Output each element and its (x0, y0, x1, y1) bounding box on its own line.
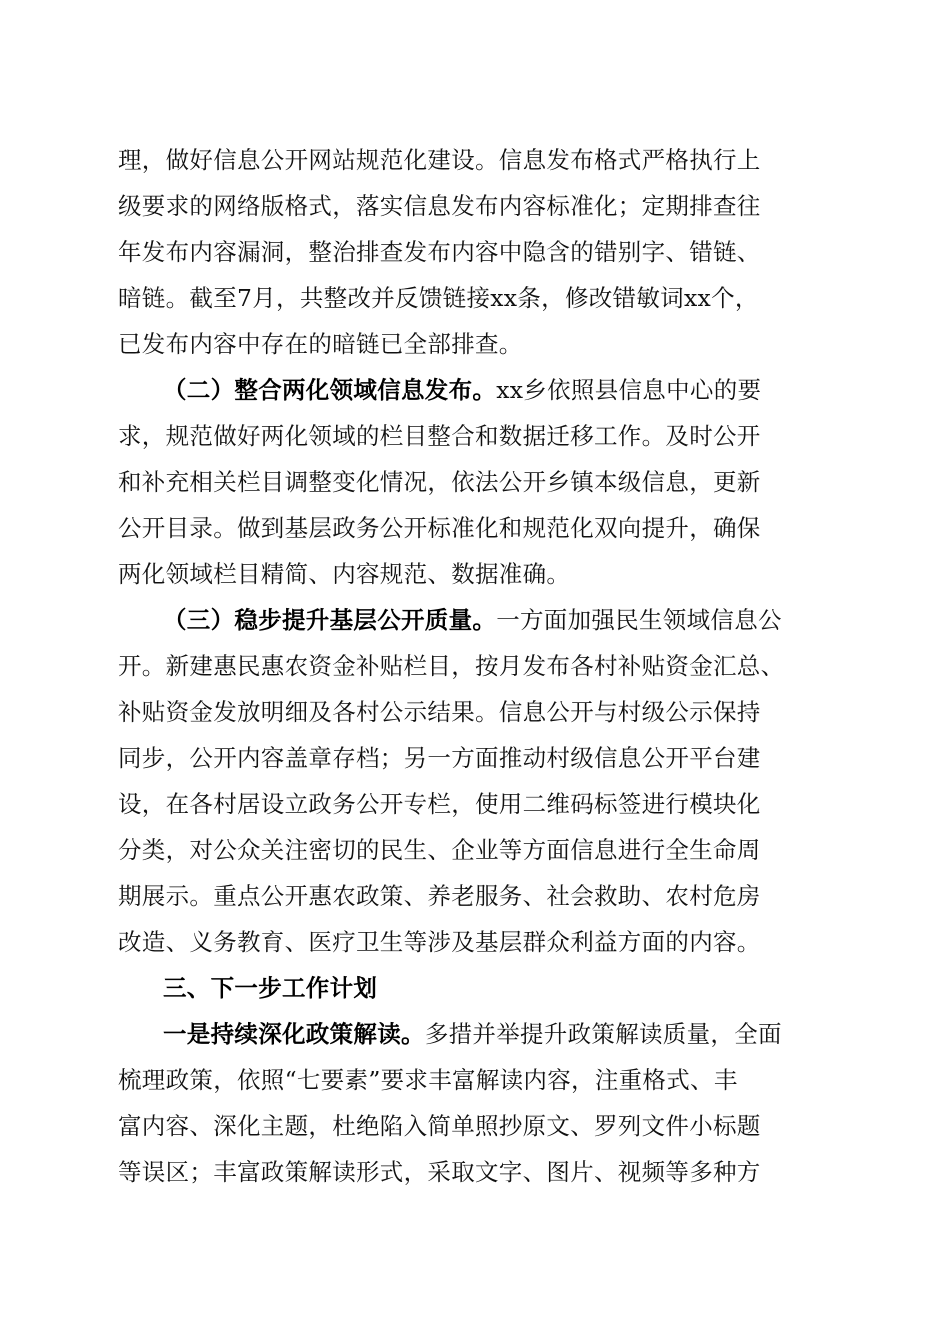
body-line: 和补充相关栏目调整变化情况，依法公开乡镇本级信息，更新 (118, 468, 761, 496)
body-line: 梳理政策，依照“七要素”要求丰富解读内容，注重格式、丰 (118, 1066, 738, 1094)
subsection-heading: （二）整合两化领域信息发布。 (163, 376, 497, 404)
plan-line (163, 1016, 828, 1052)
body-line: 理，做好信息公开网站规范化建设。信息发布格式严格执行上 (118, 146, 761, 174)
body-line: 级要求的网络版格式，落实信息发布内容标准化；定期排查往 (118, 192, 761, 220)
body-line: 等误区；丰富政策解读形式，采取文字、图片、视频等多种方 (118, 1158, 761, 1186)
body-line: 两化领域栏目精简、内容规范、数据准确。 (118, 560, 571, 588)
plan-item-heading: 一是持续深化政策解读。 (163, 1020, 425, 1048)
body-line: 开。新建惠民惠农资金补贴栏目，按月发布各村补贴资金汇总、 (118, 652, 785, 680)
body-line: 富内容、深化主题，杜绝陷入简单照抄原文、罗列文件小标题 (118, 1112, 761, 1140)
subsection-line (163, 372, 828, 408)
body-text: xx乡依照县信息中心的要 (496, 376, 762, 404)
body-line: 公开目录。做到基层政务公开标准化和规范化双向提升，确保 (118, 514, 761, 542)
subsection-line (163, 602, 828, 638)
body-line: 补贴资金发放明细及各村公示结果。信息公开与村级公示保持 (118, 698, 761, 726)
body-text: 多措并举提升政策解读质量，全面 (424, 1020, 782, 1048)
section-heading: 三、下一步工作计划 (163, 974, 378, 1002)
subsection-heading: （三）稳步提升基层公开质量。 (163, 606, 497, 634)
body-line: 同步，公开内容盖章存档；另一方面推动村级信息公开平台建 (118, 744, 761, 772)
body-line: 期展示。重点公开惠农政策、养老服务、社会救助、农村危房 (118, 882, 761, 910)
body-line: 已发布内容中存在的暗链已全部排查。 (118, 330, 523, 358)
body-text: 一方面加强民生领域信息公 (496, 606, 782, 634)
body-line: 改造、义务教育、医疗卫生等涉及基层群众利益方面的内容。 (118, 928, 761, 956)
body-line: 求，规范做好两化领域的栏目整合和数据迁移工作。及时公开 (118, 422, 761, 450)
body-line: 暗链。截至7月，共整改并反馈链接xx条，修改错敏词xx个， (118, 284, 759, 312)
body-line: 设，在各村居设立政务公开专栏，使用二维码标签进行模块化 (118, 790, 761, 818)
body-line: 年发布内容漏洞，整治排查发布内容中隐含的错别字、错链、 (118, 238, 761, 266)
body-line: 分类，对公众关注密切的民生、企业等方面信息进行全生命周 (118, 836, 761, 864)
